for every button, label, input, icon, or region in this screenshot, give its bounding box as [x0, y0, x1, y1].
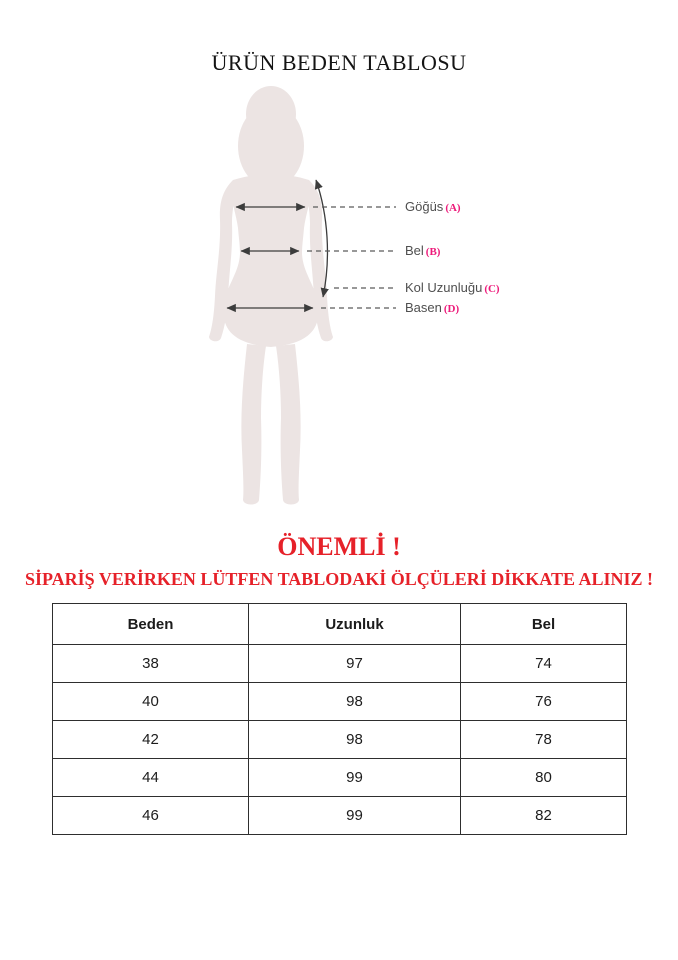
female-silhouette: [209, 86, 333, 505]
label-chest: [405, 200, 461, 215]
cell-bel: 74: [461, 645, 627, 683]
cell-bel: 78: [461, 721, 627, 759]
page-title: ÜRÜN BEDEN TABLOSU: [211, 50, 467, 75]
header-beden: Beden: [53, 604, 249, 645]
label-waist: [405, 244, 440, 259]
label-waist-marker: (B): [425, 246, 441, 258]
cell-beden: 46: [53, 797, 249, 835]
cell-beden: 38: [53, 645, 249, 683]
header-uzunluk: Uzunluk: [249, 604, 461, 645]
cell-uzunluk: 99: [249, 797, 461, 835]
table-row: [53, 759, 627, 797]
cell-uzunluk: 97: [249, 645, 461, 683]
order-warning-text: SİPARİŞ VERİRKEN LÜTFEN TABLODAKİ ÖLÇÜLERİ DİKKATE ALINIZ !: [25, 569, 653, 589]
table-row: [53, 721, 627, 759]
label-waist-text: Bel: [405, 243, 424, 258]
size-table-header-row: [53, 604, 627, 645]
label-arm-length-marker: (C): [484, 283, 500, 295]
cell-bel: 82: [461, 797, 627, 835]
label-hip-text: Basen: [405, 300, 442, 315]
label-hip-marker: (D): [443, 303, 460, 315]
label-chest-marker: (A): [445, 202, 461, 214]
table-row: [53, 683, 627, 721]
label-hip: [405, 301, 459, 316]
header-bel: Bel: [461, 604, 627, 645]
table-row: [53, 645, 627, 683]
label-chest-text: Göğüs: [405, 199, 444, 214]
size-table: [52, 603, 627, 835]
label-arm-length: [405, 281, 500, 296]
label-arm-length-text: Kol Uzunluğu: [405, 280, 483, 295]
cell-uzunluk: 98: [249, 721, 461, 759]
cell-beden: 44: [53, 759, 249, 797]
important-heading: ÖNEMLİ !: [277, 532, 401, 561]
cell-beden: 40: [53, 683, 249, 721]
table-row: [53, 797, 627, 835]
cell-bel: 80: [461, 759, 627, 797]
cell-uzunluk: 99: [249, 759, 461, 797]
cell-beden: 42: [53, 721, 249, 759]
cell-bel: 76: [461, 683, 627, 721]
cell-uzunluk: 98: [249, 683, 461, 721]
